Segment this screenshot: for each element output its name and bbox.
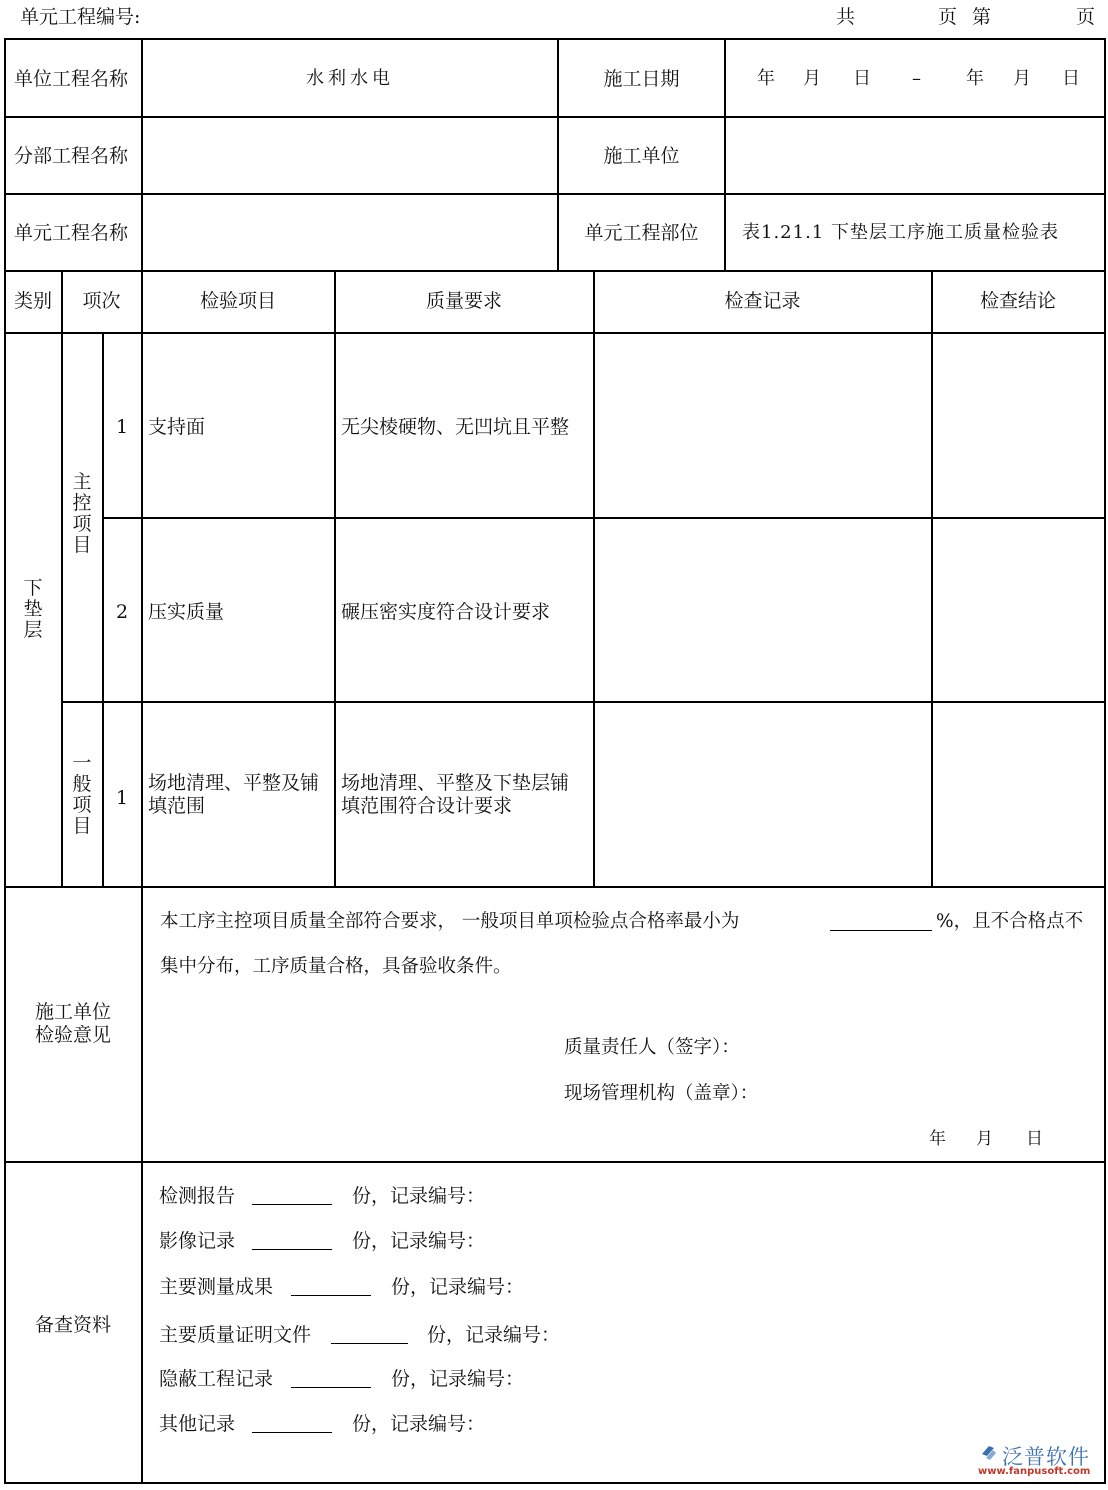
inspection-record-cell[interactable] [596,335,929,515]
opinion-label-line1: 施工单位 [34,1001,111,1023]
reference-name: 隐蔽工程记录 [159,1368,274,1390]
inspection-item-line2: 填范围 [148,795,206,817]
watermark-brand: 泛普软件 [1002,1445,1090,1469]
reference-name: 影像记录 [159,1230,236,1252]
quality-requirement: 碾压密实度符合设计要求 [341,601,551,623]
reference-count-input[interactable] [252,1231,332,1250]
reference-suffix: 份，记录编号： [352,1185,486,1207]
reference-name: 检测报告 [159,1185,236,1207]
group-main-control-label: 主控项目 [72,471,92,556]
row-number: 1 [115,787,129,809]
col-category: 类别 [13,290,52,312]
reference-suffix: 份，记录编号： [391,1368,525,1390]
date-end-month: 月 [1013,68,1031,89]
reference-name: 主要测量成果 [159,1276,274,1298]
pass-rate-input[interactable] [830,912,932,931]
category-label: 下垫层 [23,577,43,641]
col-inspection-record: 检查记录 [724,290,801,312]
inspection-record-cell[interactable] [596,520,929,700]
date-start-year: 年 [757,68,775,89]
inspection-item-line1: 场地清理、平整及铺 [148,772,320,794]
reference-suffix: 份，记录编号： [391,1276,525,1298]
quality-requirement: 无尖棱硬物、无凹坑且平整 [341,416,570,438]
reference-count-input[interactable] [291,1369,371,1388]
reference-count-input[interactable] [291,1277,371,1296]
reference-count-input[interactable] [331,1325,408,1344]
fanpusoft-logo-icon [980,1444,998,1462]
references-label: 备查资料 [34,1314,111,1336]
page-total-prefix: 共 [836,6,856,28]
col-quality-requirement: 质量要求 [425,290,502,312]
reference-suffix: 份，记录编号： [352,1230,486,1252]
unit-project-label: 单位工程名称 [14,68,129,90]
col-inspection-conclusion: 检查结论 [979,290,1056,312]
opinion-text-line2: 集中分布，工序质量合格，具备验收条件。 [160,956,512,977]
reference-suffix: 份，记录编号： [352,1413,486,1435]
page-total-suffix: 页 [938,6,958,28]
col-inspection-item: 检验项目 [199,290,276,312]
date-start-month: 月 [803,68,821,89]
quality-requirement-line2: 填范围符合设计要求 [341,795,513,817]
quality-responsible-signature[interactable]: 质量责任人（签字）： [564,1037,740,1058]
construction-date-label: 施工日期 [603,68,680,90]
opinion-date-day: 日 [1026,1129,1043,1149]
inspection-item: 压实质量 [148,601,225,623]
inspection-conclusion-cell[interactable] [934,335,1102,515]
inspection-conclusion-cell[interactable] [934,704,1102,884]
opinion-text-part2: %，且不合格点不 [936,911,1084,932]
date-end-day: 日 [1062,68,1080,89]
unit-code-label: 单元工程编号: [20,6,141,28]
row-number: 1 [115,416,129,438]
date-separator: – [912,68,921,89]
inspection-record-cell[interactable] [596,704,929,884]
reference-name: 其他记录 [159,1413,236,1435]
quality-requirement-line1: 场地清理、平整及下垫层铺 [341,772,570,794]
form-title: 表1.21.1 下垫层工序施工质量检验表 [742,222,1059,243]
construction-unit-label: 施工单位 [603,145,680,167]
col-item-no: 项次 [82,290,121,312]
opinion-date-month: 月 [976,1129,993,1149]
opinion-date-year: 年 [929,1129,946,1149]
reference-count-input[interactable] [252,1186,332,1205]
group-general-label: 一般项目 [72,752,92,837]
row-number: 2 [115,601,129,623]
site-management-seal[interactable]: 现场管理机构（盖章）： [564,1083,759,1104]
reference-name: 主要质量证明文件 [159,1324,312,1346]
inspection-item: 支持面 [148,416,206,438]
unit-element-location-label: 单元工程部位 [584,222,699,244]
reference-suffix: 份，记录编号： [427,1324,561,1346]
fanpusoft-watermark [978,1441,1102,1479]
unit-project-value[interactable]: 水利水电 [306,68,394,89]
page-current-suffix: 页 [1076,6,1096,28]
opinion-text-part1: 本工序主控项目质量全部符合要求， 一般项目单项检验点合格率最小为 [160,911,740,932]
date-start-day: 日 [853,68,871,89]
date-end-year: 年 [966,68,984,89]
page-current-prefix: 第 [972,6,992,28]
inspection-conclusion-cell[interactable] [934,520,1102,700]
division-project-label: 分部工程名称 [14,145,129,167]
watermark-url: www.fanpusoft.com [978,1466,1091,1477]
unit-element-label: 单元工程名称 [14,222,129,244]
opinion-label-line2: 检验意见 [34,1024,111,1046]
reference-count-input[interactable] [252,1414,332,1433]
